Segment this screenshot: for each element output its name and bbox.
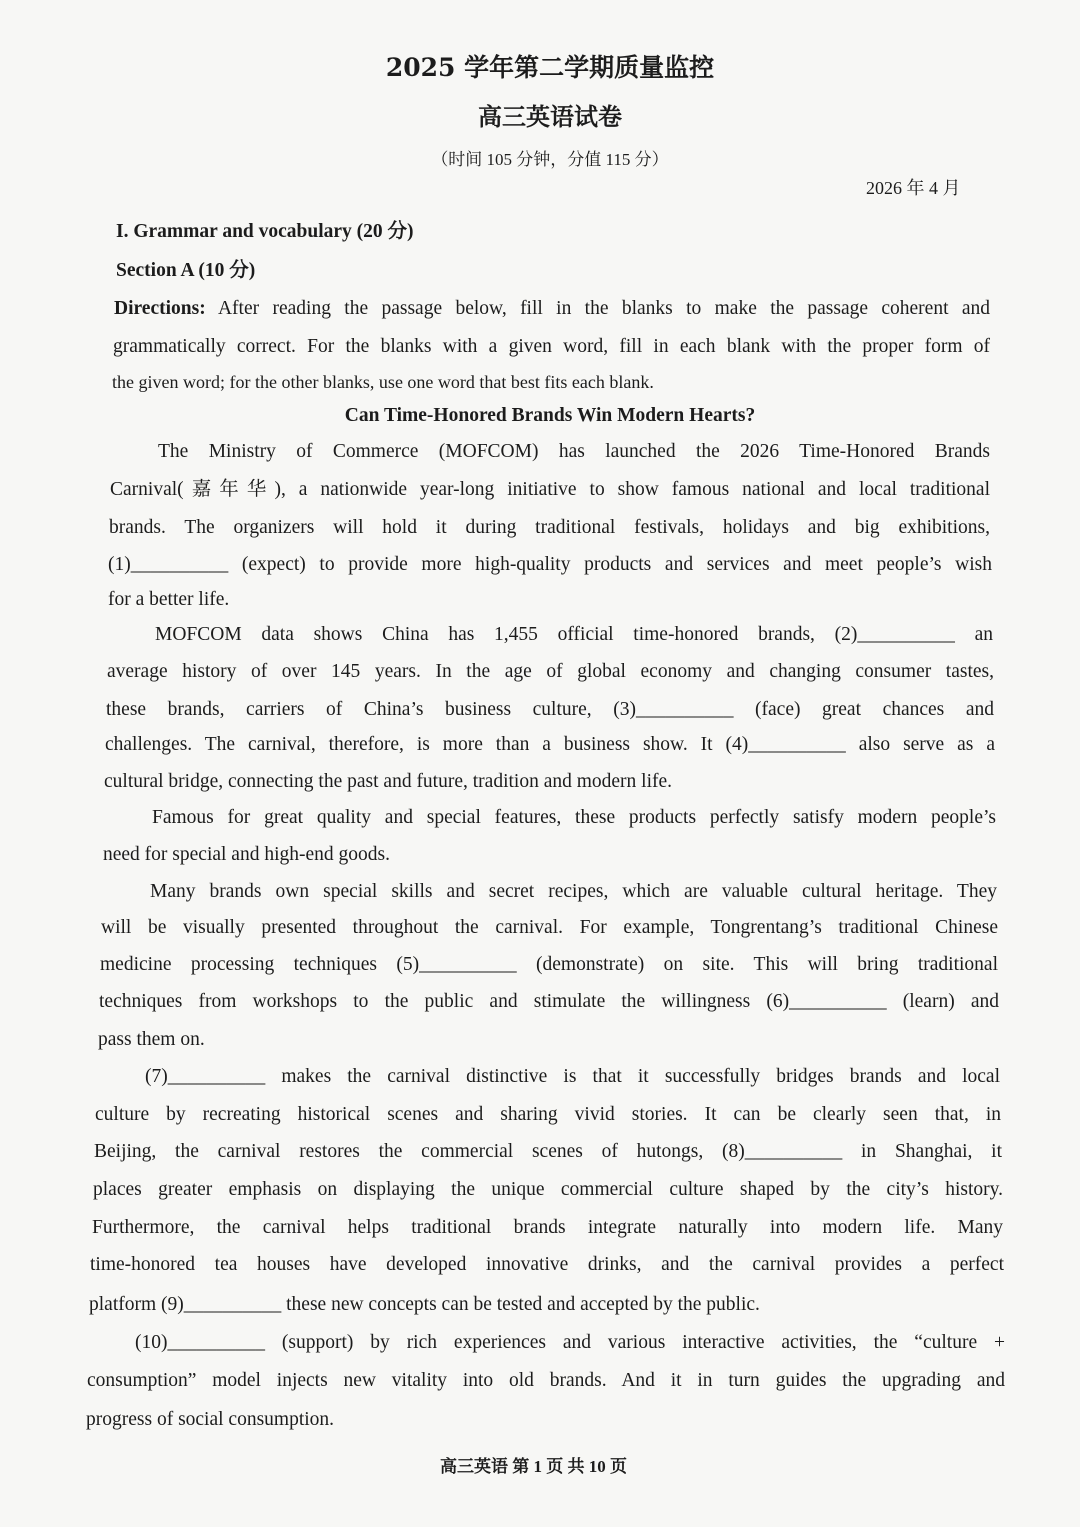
- passage-line: challenges. The carnival, therefore, is more than a business show. It (4)__________ also serve as a: [105, 734, 995, 755]
- directions-text: After reading the passage below, fill in the blanks to make the passage coherent and: [205, 298, 990, 319]
- passage-line: The Ministry of Commerce (MOFCOM) has launched the 2026 Time-Honored Brands: [158, 441, 990, 462]
- passage-line: brands. The organizers will hold it during traditional festivals, holidays and big exhibitions,: [109, 517, 990, 538]
- passage-line: cultural bridge, connecting the past and future, tradition and modern life.: [104, 771, 673, 792]
- passage-line: techniques from workshops to the public and stimulate the willingness (6)__________ (learn) and: [99, 991, 999, 1012]
- directions-label: Directions:: [114, 298, 206, 319]
- exam-date: 2026 年 4 月: [866, 178, 961, 198]
- passage-line: Carnival(嘉年华), a nationwide year-long initiative to show famous national and local traditional: [110, 479, 990, 500]
- part-heading: I. Grammar and vocabulary (20 分): [116, 221, 414, 242]
- passage-line: pass them on.: [98, 1029, 205, 1050]
- section-heading: Section A (10 分): [116, 260, 256, 281]
- passage-line: Many brands own special skills and secret recipes, which are valuable cultural heritage. They: [150, 881, 997, 902]
- passage-line: average history of over 145 years. In the age of global economy and changing consumer tastes,: [107, 661, 994, 682]
- passage-line: places greater emphasis on displaying the unique commercial culture shaped by the city’s history.: [93, 1179, 1003, 1200]
- passage-line: (10)__________ (support) by rich experiences and various interactive activities, the “culture +: [135, 1332, 1005, 1353]
- passage-line: Famous for great quality and special features, these products perfectly satisfy modern people’s: [152, 807, 996, 828]
- exam-subtitle: 高三英语试卷: [478, 102, 622, 131]
- passage-line: these brands, carriers of China’s business culture, (3)__________ (face) great chances and: [106, 699, 994, 720]
- passage-line: medicine processing techniques (5)__________ (demonstrate) on site. This will bring traditional: [100, 954, 998, 975]
- passage-title: Can Time-Honored Brands Win Modern Hearts?: [344, 405, 756, 426]
- passage-line: culture by recreating historical scenes and sharing vivid stories. It can be clearly seen that, in: [95, 1104, 1001, 1125]
- exam-time-info: （时间 105 分钟，分值 115 分）: [431, 150, 669, 169]
- passage-line: consumption” model injects new vitality into old brands. And it in turn guides the upgrading and: [87, 1370, 1005, 1391]
- passage-line: (1)__________ (expect) to provide more high-quality products and services and meet people’s wish: [108, 554, 992, 575]
- directions-line: the given word; for the other blanks, use one word that best fits each blank.: [112, 372, 654, 392]
- passage-line: progress of social consumption.: [86, 1409, 335, 1430]
- directions-line: [114, 297, 990, 321]
- passage-line: (7)__________ makes the carnival distinctive is that it successfully bridges brands and local: [145, 1066, 1000, 1087]
- page-footer: 高三英语 第 1 页 共 10 页: [440, 1457, 627, 1476]
- directions-line: grammatically correct. For the blanks with a given word, fill in each blank with the proper form of: [113, 336, 990, 357]
- passage-line: will be visually presented throughout the carnival. For example, Tongrentang’s traditional Chinese: [101, 917, 998, 938]
- passage-line: Beijing, the carnival restores the commercial scenes of hutongs, (8)__________ in Shanghai, it: [94, 1141, 1002, 1162]
- passage-line: platform (9)__________ these new concepts can be tested and accepted by the public.: [89, 1294, 760, 1315]
- passage-line: MOFCOM data shows China has 1,455 official time-honored brands, (2)__________ an: [155, 624, 993, 645]
- passage-line: time-honored tea houses have developed innovative drinks, and the carnival provides a perfect: [90, 1254, 1004, 1275]
- passage-line: for a better life.: [108, 589, 230, 610]
- passage-line: need for special and high-end goods.: [103, 844, 390, 865]
- exam-title: 2025 学年第二学期质量监控: [385, 53, 715, 82]
- passage-line: Furthermore, the carnival helps traditional brands integrate naturally into modern life. Many: [92, 1217, 1003, 1238]
